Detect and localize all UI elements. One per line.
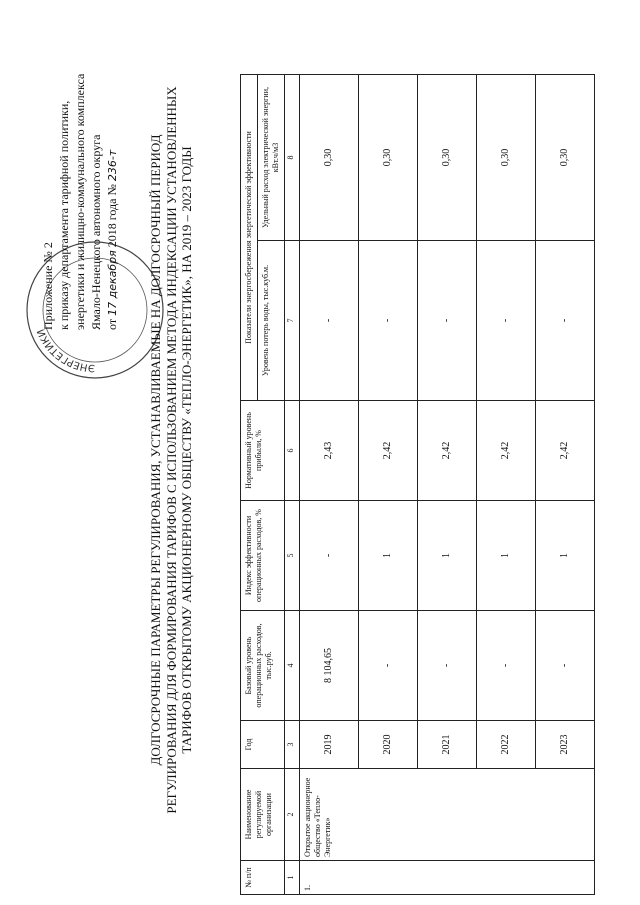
column-number: 8 [285, 75, 300, 241]
cell-index: 1 [359, 501, 418, 611]
cell-base: 8 104,65 [300, 611, 359, 721]
cell-profit: 2,42 [536, 401, 595, 501]
cell-index: 1 [477, 501, 536, 611]
cell-base: - [359, 611, 418, 721]
cell-year: 2021 [418, 721, 477, 769]
appendix-title: Приложение № 2 [41, 242, 55, 330]
column-number: 7 [285, 241, 300, 401]
cell-water-loss: - [418, 241, 477, 401]
appendix-block [40, 30, 121, 330]
column-number: 1 [285, 861, 300, 895]
organization-name: Открытое акционерное общество «Тепло-Энергетик» [300, 769, 595, 861]
cell-electric: 0,30 [359, 75, 418, 241]
table-header-row [241, 75, 258, 895]
header-org: Наименование регулируемой организации [241, 769, 285, 861]
cell-profit: 2,42 [418, 401, 477, 501]
header-year: Год [241, 721, 285, 769]
cell-profit: 2,43 [300, 401, 359, 501]
column-number: 6 [285, 401, 300, 501]
column-number-row [285, 75, 300, 895]
column-number: 3 [285, 721, 300, 769]
table-row [300, 75, 359, 895]
column-number: 2 [285, 769, 300, 861]
cell-year: 2020 [359, 721, 418, 769]
header-profit: Нормативный уровень прибыли, % [241, 401, 285, 501]
cell-profit: 2,42 [477, 401, 536, 501]
document-heading [148, 35, 195, 865]
parameters-table [240, 74, 595, 895]
cell-profit: 2,42 [359, 401, 418, 501]
appendix-line: энергетики и жилищно-коммунального комплекса [73, 73, 87, 330]
heading-line: ДОЛГОСРОЧНЫЕ ПАРАМЕТРЫ РЕГУЛИРОВАНИЯ, УСТАНАВЛИВАЕМЫЕ НА ДОЛГОСРОЧНЫЙ ПЕРИОД [148, 134, 163, 766]
stamp-text: ЭНЕРГЕТИКИ [35, 327, 96, 374]
column-number: 5 [285, 501, 300, 611]
heading-line: РЕГУЛИРОВАНИЯ ДЛЯ ФОРМИРОВАНИЯ ТАРИФОВ С ИСПОЛЬЗОВАНИЕМ МЕТОДА ИНДЕКСАЦИИ УСТАНОВЛЕННЫХ [163, 86, 179, 814]
appendix-line: Ямало-Ненецкого автономного округа [89, 134, 103, 330]
header-water-loss: Уровень потерь воды, тыс.куб.м. [258, 241, 285, 401]
cell-electric: 0,30 [477, 75, 536, 241]
cell-year: 2022 [477, 721, 536, 769]
cell-water-loss: - [359, 241, 418, 401]
cell-base: - [536, 611, 595, 721]
appendix-number: 236-т [106, 149, 119, 182]
cell-electric: 0,30 [536, 75, 595, 241]
cell-year: 2023 [536, 721, 595, 769]
header-num: № п/п [241, 861, 285, 895]
header-energy-group: Показатели энергосбережения энергетической эффективности [241, 75, 258, 401]
cell-base: - [418, 611, 477, 721]
cell-water-loss: - [477, 241, 536, 401]
cell-water-loss: - [536, 241, 595, 401]
cell-year: 2019 [300, 721, 359, 769]
header-electric: Удельный расход электрической энергии, кВт.ч/м3 [258, 75, 285, 241]
cell-base: - [477, 611, 536, 721]
heading-line: ТАРИФОВ ОТКРЫТОМУ АКЦИОНЕРНОМУ ОБЩЕСТВУ «ТЕПЛО-ЭНЕРГЕТИК», НА 2019 – 2023 ГОДЫ [179, 146, 194, 754]
cell-electric: 0,30 [300, 75, 359, 241]
cell-index: - [300, 501, 359, 611]
header-base: Базовый уровень операционных расходов, тыс.руб. [241, 611, 285, 721]
appendix-date-line: от 17 декабря 2018 года № 236-т [105, 149, 119, 330]
cell-water-loss: - [300, 241, 359, 401]
header-index: Индекс эффективности операционных расходов, % [241, 501, 285, 611]
appendix-date: 17 декабря [106, 250, 119, 316]
cell-electric: 0,30 [418, 75, 477, 241]
column-number: 4 [285, 611, 300, 721]
cell-index: 1 [536, 501, 595, 611]
row-number: 1. [300, 861, 595, 895]
appendix-line: к приказу департамента тарифной политики, [57, 100, 71, 330]
cell-index: 1 [418, 501, 477, 611]
